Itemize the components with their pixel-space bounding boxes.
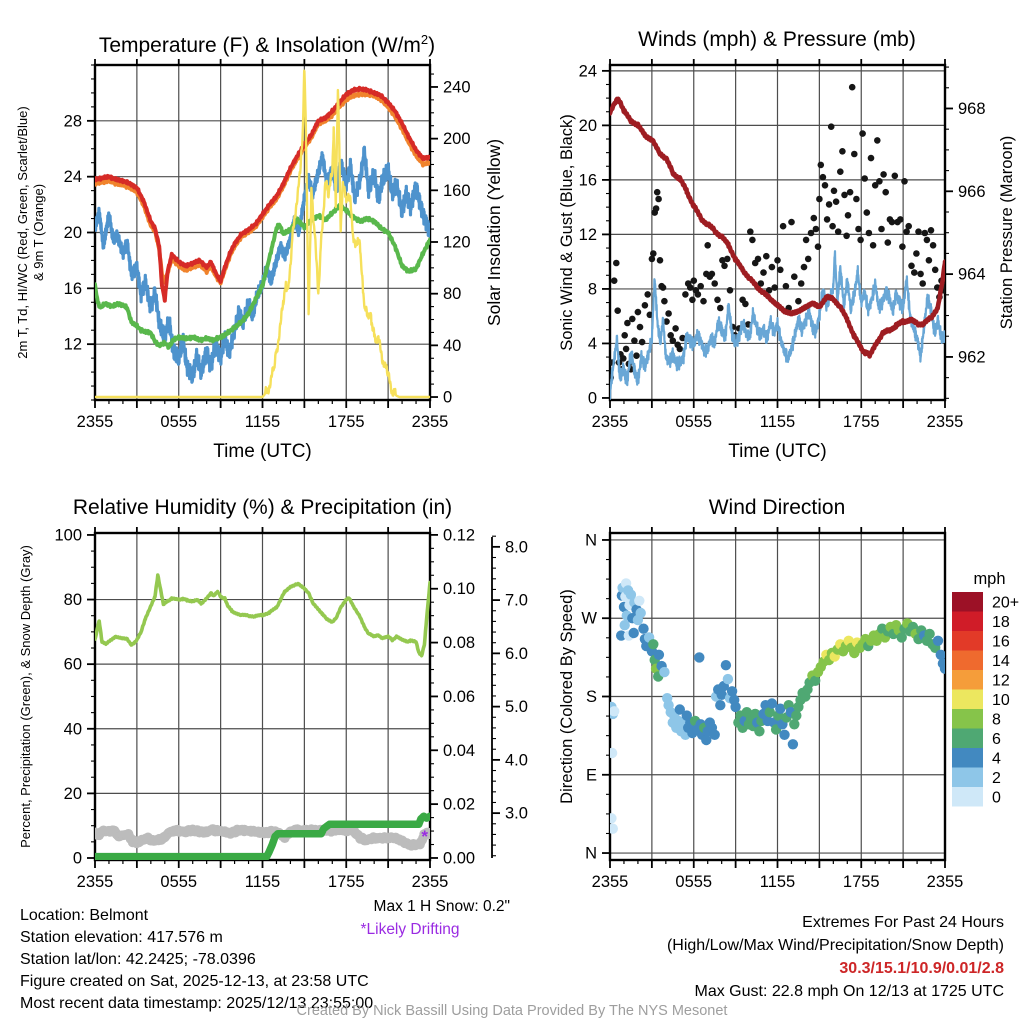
svg-text:0: 0 (443, 388, 453, 407)
svg-text:E: E (585, 766, 597, 785)
svg-text:0.02: 0.02 (443, 795, 476, 814)
svg-text:6: 6 (992, 730, 1001, 748)
svg-text:40: 40 (63, 720, 82, 739)
svg-text:18: 18 (992, 613, 1010, 631)
svg-text:Sonic Wind & Gust (Blue, Black: Sonic Wind & Gust (Blue, Black) (558, 114, 576, 351)
chart-title-humidity: Relative Humidity (%) & Precipitation (in) (72, 496, 453, 519)
svg-text:120: 120 (443, 233, 471, 252)
svg-text:80: 80 (443, 285, 462, 304)
svg-text:0.00: 0.00 (443, 849, 476, 868)
svg-text:0555: 0555 (160, 413, 198, 431)
station-latlon: Station lat/lon: 42.2425; -78.0396 (20, 951, 256, 968)
svg-text:0.08: 0.08 (443, 634, 476, 653)
svg-text:160: 160 (443, 181, 471, 200)
svg-text:16: 16 (578, 171, 597, 190)
svg-text:2355: 2355 (926, 413, 964, 431)
svg-text:6.0: 6.0 (505, 644, 528, 663)
chart-title-winds: Winds (mph) & Pressure (mb) (638, 28, 916, 51)
svg-text:80: 80 (63, 591, 82, 610)
svg-text:2m T, Td, HI/WC (Red, Green, S: 2m T, Td, HI/WC (Red, Green, Scarlet/Blue) (15, 106, 30, 359)
recent-timestamp: Most recent data timestamp: 2025/12/13 23:55:00 (20, 995, 374, 1012)
svg-text:0.12: 0.12 (443, 526, 476, 545)
svg-text:1155: 1155 (244, 413, 281, 431)
svg-text:1755: 1755 (842, 413, 880, 431)
svg-text:60: 60 (63, 655, 82, 674)
svg-text:966: 966 (958, 182, 986, 201)
svg-text:5.0: 5.0 (505, 698, 528, 717)
svg-text:1755: 1755 (327, 413, 365, 431)
svg-text:964: 964 (958, 265, 986, 284)
svg-text:2355: 2355 (76, 413, 114, 431)
svg-text:0555: 0555 (160, 873, 198, 891)
svg-text:mph: mph (973, 570, 1006, 588)
svg-text:0: 0 (587, 389, 597, 408)
svg-text:24: 24 (63, 168, 82, 187)
svg-text:Solar Insolation (Yellow): Solar Insolation (Yellow) (484, 138, 504, 327)
svg-text:0555: 0555 (675, 413, 713, 431)
svg-text:N: N (585, 844, 597, 863)
extremes-values: 30.3/15.1/10.9/0.01/2.8 (839, 960, 1004, 977)
svg-text:3.0: 3.0 (505, 804, 528, 823)
svg-text:Time (UTC): Time (UTC) (213, 441, 312, 462)
svg-text:Station Pressure (Maroon): Station Pressure (Maroon) (998, 135, 1016, 330)
svg-text:24: 24 (578, 62, 597, 81)
svg-text:4: 4 (992, 750, 1001, 768)
svg-text:2: 2 (992, 769, 1001, 787)
svg-text:2355: 2355 (926, 873, 964, 891)
svg-text:16: 16 (992, 633, 1010, 651)
svg-text:20: 20 (63, 224, 82, 242)
svg-text:Percent, Precipitation (Green): Percent, Precipitation (Green), & Snow Depth (Gray) (18, 545, 33, 848)
extremes-subtitle: (High/Low/Max Wind/Precipitation/Snow Depth) (666, 937, 1004, 954)
svg-text:1155: 1155 (244, 873, 281, 891)
svg-text:0555: 0555 (675, 873, 713, 891)
credit-line: Created By Nick Bassill Using Data Provided By The NYS Mesonet (296, 1003, 728, 1019)
svg-text:10: 10 (992, 691, 1010, 709)
chart-title-wind-direction: Wind Direction (708, 496, 846, 519)
svg-text:200: 200 (443, 130, 471, 149)
svg-text:12: 12 (578, 225, 597, 244)
station-location: Location: Belmont (20, 907, 149, 924)
svg-text:14: 14 (992, 652, 1010, 670)
svg-text:2355: 2355 (591, 873, 629, 891)
svg-text:20: 20 (578, 116, 597, 135)
svg-text:100: 100 (54, 526, 82, 545)
station-info (20, 905, 373, 1015)
svg-text:0: 0 (72, 849, 82, 868)
svg-text:7.0: 7.0 (505, 591, 528, 610)
figure-created: Figure created on Sat, 2025-12-13, at 23:58 UTC (20, 973, 369, 990)
svg-text:2355: 2355 (591, 413, 629, 431)
chart1-title-close: ) (428, 34, 436, 57)
likely-drifting-note: *Likely Drifting (360, 921, 460, 938)
station-elevation: Station elevation: 417.576 m (20, 929, 223, 946)
svg-text:2355: 2355 (76, 873, 114, 891)
svg-text:28: 28 (63, 112, 82, 131)
svg-text:12: 12 (63, 335, 82, 354)
svg-text:8: 8 (992, 711, 1001, 729)
svg-text:20+: 20+ (992, 594, 1020, 612)
svg-text:968: 968 (958, 99, 986, 118)
svg-text:2355: 2355 (411, 873, 449, 891)
svg-text:1755: 1755 (327, 873, 365, 891)
svg-text:8.0: 8.0 (505, 538, 528, 557)
chart1-title-text: Temperature (F) & Insolation (W/m (98, 34, 421, 57)
svg-text:240: 240 (443, 78, 471, 97)
svg-text:N: N (585, 531, 597, 550)
svg-text:1155: 1155 (759, 873, 796, 891)
chart1-title-sup: 2 (420, 32, 429, 47)
svg-text:W: W (581, 609, 597, 628)
max-snow-note: Max 1 H Snow: 0.2" (373, 898, 510, 915)
svg-text:4: 4 (587, 334, 597, 353)
svg-text:S: S (585, 688, 597, 706)
svg-text:1755: 1755 (842, 873, 880, 891)
svg-text:Time (UTC): Time (UTC) (728, 441, 827, 462)
svg-text:0: 0 (992, 789, 1001, 807)
max-gust: Max Gust: 22.8 mph On 12/13 at 1725 UTC (694, 983, 1004, 1000)
svg-text:20: 20 (63, 784, 82, 803)
svg-text:16: 16 (63, 279, 82, 298)
svg-text:*: * (421, 827, 429, 847)
extremes-title: Extremes For Past 24 Hours (802, 914, 1004, 931)
svg-text:4.0: 4.0 (505, 751, 528, 770)
svg-text:2355: 2355 (411, 413, 449, 431)
svg-text:Direction (Colored By Speed): Direction (Colored By Speed) (558, 589, 576, 804)
svg-text:962: 962 (958, 348, 986, 367)
svg-text:1155: 1155 (759, 413, 796, 431)
svg-text:0.06: 0.06 (443, 687, 476, 706)
extremes-block (667, 911, 1004, 1003)
svg-text:& 9m T (Orange): & 9m T (Orange) (31, 183, 46, 282)
svg-text:0.10: 0.10 (443, 580, 476, 599)
svg-text:40: 40 (443, 336, 462, 355)
svg-text:0.04: 0.04 (443, 741, 476, 760)
svg-text:12: 12 (992, 672, 1010, 690)
chart-title-temperature (62, 28, 472, 58)
svg-text:8: 8 (587, 280, 597, 299)
